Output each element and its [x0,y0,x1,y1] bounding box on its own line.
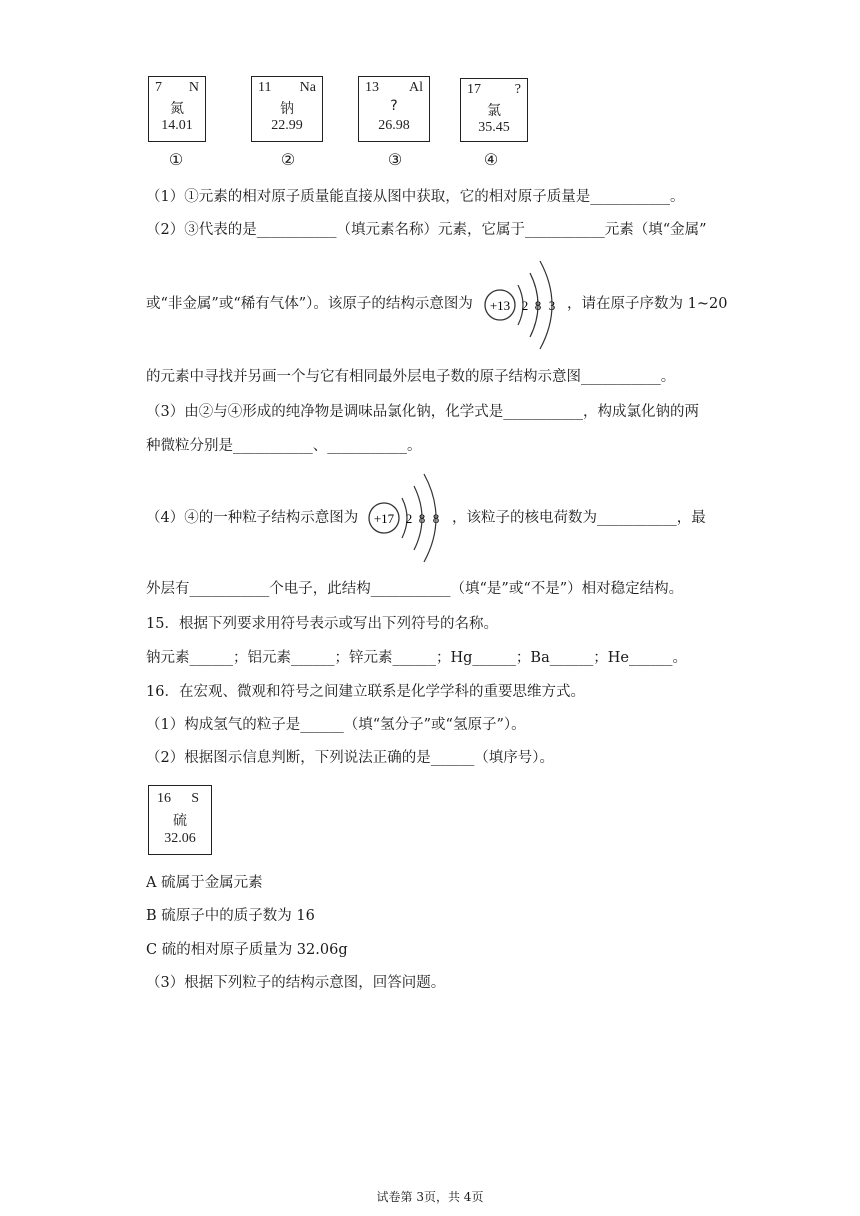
element-name: 硫 [173,813,187,829]
shell-electrons: 8 [432,511,440,526]
element-symbol: ? [514,82,521,97]
q14-part4-line1-left: （4）④的一种粒子结构示意图为 [146,510,359,526]
atomic-number: 17 [467,82,481,97]
element-cell-sodium [251,76,323,142]
atomic-mass: 14.01 [161,118,193,133]
atom-structure-diagram-cl [364,468,454,568]
cell-label-3: ③ [387,150,403,169]
q16-part1: （1）构成氢气的粒子是______（填“氢分子”或“氢原子”）。 [146,717,526,733]
q16-option-a: A 硫属于金属元素 [146,875,263,891]
shell-electrons: 8 [534,298,542,313]
atomic-number: 11 [258,80,272,95]
atomic-mass: 32.06 [164,831,196,846]
cell-label-1: ① [168,150,184,169]
q14-part2-line2-right: ，请在原子序数为 1~20 [567,296,728,312]
q16-option-c: C 硫的相对原子质量为 32.06g [146,942,348,958]
element-symbol: Na [299,80,316,95]
element-name: 氮 [170,101,184,117]
q14-part2-line1: （2）③代表的是___________（填元素名称）元素，它属于___________元素（填“金属” [146,222,707,238]
element-symbol: Al [409,80,423,95]
shell-electrons: 3 [548,298,556,313]
element-cell-aluminium [358,76,430,142]
element-name: 氯 [487,103,501,119]
element-name: 钠 [280,101,294,117]
q14-part2-line2-left: 或“非金属”或“稀有气体”）。该原子的结构示意图为 [146,296,473,312]
element-name: ? [390,98,398,114]
atomic-number: 7 [155,80,162,95]
shell-electrons: 8 [418,511,426,526]
element-cell-chlorine [460,78,528,142]
q14-part2-line3: 的元素中寻找并另画一个与它有相同最外层电子数的原子结构示意图___________。 [146,369,676,385]
atomic-mass: 35.45 [478,120,510,135]
cell-label-4: ④ [483,150,499,169]
nucleus-charge: +17 [373,511,395,526]
element-symbol: S [191,791,199,806]
element-cell-nitrogen [148,76,206,142]
atomic-number: 16 [157,791,171,806]
q14-part3-line2: 种微粒分别是___________、___________。 [146,438,422,454]
q16-part2: （2）根据图示信息判断，下列说法正确的是______（填序号）。 [146,750,554,766]
q16-option-b: B 硫原子中的质子数为 16 [146,908,315,924]
atomic-mass: 26.98 [378,118,410,133]
atomic-number: 13 [365,80,379,95]
atomic-mass: 22.99 [271,118,303,133]
element-symbol: N [188,80,199,95]
q15-title: 15．根据下列要求用符号表示或写出下列符号的名称。 [146,616,498,632]
shell-electrons: 2 [405,511,413,526]
cell-label-2: ② [280,150,296,169]
q16-part3: （3）根据下列粒子的结构示意图，回答问题。 [146,975,446,991]
page-footer: 试卷第 3页，共 4页 [376,1190,484,1204]
q14-part3-line1: （3）由②与④形成的纯净物是调味品氯化钠，化学式是___________，构成氯化钠的两 [146,404,699,420]
q14-part4-line2: 外层有___________个电子，此结构___________（填“是”或“不是”）相对稳定结构。 [146,581,684,597]
q16-title: 16．在宏观、微观和符号之间建立联系是化学学科的重要思维方式。 [146,684,585,700]
nucleus-charge: +13 [489,298,511,313]
shell-electrons: 2 [521,298,529,313]
q15-body: 钠元素______；铝元素______；锌元素______；Hg______；Ba______；He______。 [146,650,687,666]
atom-structure-diagram-al [482,255,572,355]
q14-part1: （1）①元素的相对原子质量能直接从图中获取，它的相对原子质量是___________。 [146,189,685,205]
q14-part4-line1-right: ，该粒子的核电荷数为___________，最 [452,510,706,526]
element-cell-sulfur [148,785,212,855]
